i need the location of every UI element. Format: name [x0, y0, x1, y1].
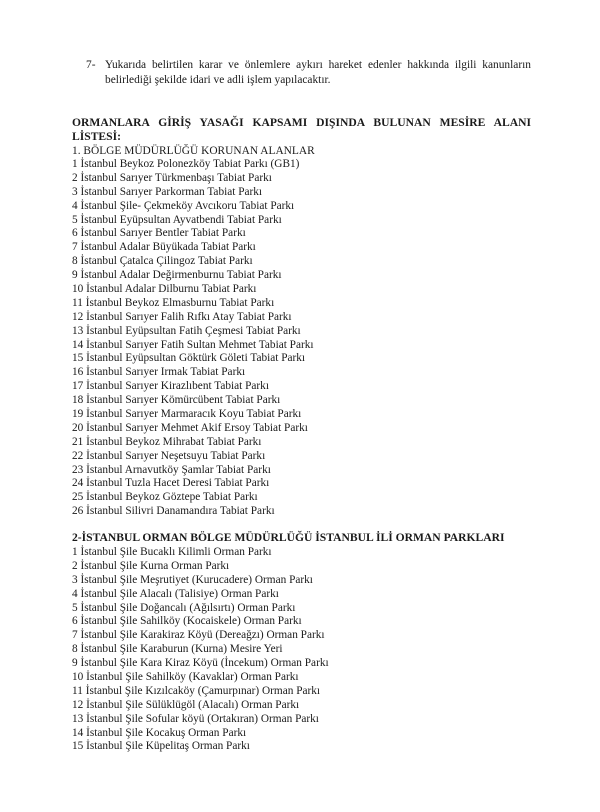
list-item: 6 İstanbul Şile Sahilköy (Kocaiskele) Orman Parkı	[72, 615, 302, 628]
list-item: 9 İstanbul Adalar Değirmenburnu Tabiat Parkı	[72, 269, 282, 282]
list-item: 10 İstanbul Adalar Dilburnu Tabiat Parkı	[72, 283, 257, 296]
list-item: 17 İstanbul Sarıyer Kirazlıbent Tabiat Parkı	[72, 380, 269, 393]
clause-7-number: 7-	[86, 59, 96, 71]
list-item: 3 İstanbul Şile Meşrutiyet (Kurucadere) Orman Parkı	[72, 573, 313, 586]
list-item: 11 İstanbul Şile Kızılcaköy (Çamurpınar) Orman Parkı	[72, 684, 321, 697]
list-item: 19 İstanbul Sarıyer Marmaracık Koyu Tabiat Parkı	[72, 408, 302, 421]
list-item: 25 İstanbul Beykoz Göztepe Tabiat Parkı	[72, 491, 258, 504]
list-item: 9 İstanbul Şile Kara Kiraz Köyü (İncekum) Orman Parkı	[72, 657, 329, 670]
list-item: 6 İstanbul Sarıyer Bentler Tabiat Parkı	[72, 227, 246, 240]
list-item: 24 İstanbul Tuzla Hacet Deresi Tabiat Parkı	[72, 477, 270, 490]
list-item: 2 İstanbul Şile Kurna Orman Parkı	[72, 559, 230, 572]
list-item: 10 İstanbul Şile Sahilköy (Kavaklar) Orman Parkı	[72, 671, 299, 684]
list-item: 12 İstanbul Sarıyer Falih Rıfkı Atay Tabiat Parkı	[72, 310, 292, 323]
list-item: 1 İstanbul Beykoz Polonezköy Tabiat Parkı (GB1)	[72, 158, 300, 170]
list-item: 12 İstanbul Şile Sülüklügöl (Alacalı) Orman Parkı	[72, 698, 300, 711]
list-item: 18 İstanbul Sarıyer Kömürcübent Tabiat Parkı	[72, 394, 281, 407]
section1-subtitle: 1. BÖLGE MÜDÜRLÜĞÜ KORUNAN ALANLAR	[72, 145, 315, 157]
list-item: 3 İstanbul Sarıyer Parkorman Tabiat Parkı	[72, 185, 263, 198]
list-item: 14 İstanbul Şile Kocakuş Orman Parkı	[72, 726, 247, 739]
section1-list	[72, 158, 314, 519]
list-item: 15 İstanbul Eyüpsultan Göktürk Göleti Tabiat Parkı	[72, 352, 306, 365]
list-item: 13 İstanbul Eyüpsultan Fatih Çeşmesi Tabiat Parkı	[72, 324, 301, 337]
list-item: 2 İstanbul Sarıyer Türkmenbaşı Tabiat Parkı	[72, 171, 272, 184]
list-item: 26 İstanbul Silivri Danamandıra Tabiat Parkı	[72, 505, 275, 518]
list-item: 7 İstanbul Adalar Büyükada Tabiat Parkı	[72, 241, 256, 254]
section2-list	[72, 546, 329, 754]
list-item: 20 İstanbul Sarıyer Mehmet Akif Ersoy Tabiat Parkı	[72, 421, 308, 434]
list-item: 15 İstanbul Şile Küpelitaş Orman Parkı	[72, 740, 250, 753]
list-item: 22 İstanbul Sarıyer Neşetsuyu Tabiat Parkı	[72, 449, 266, 462]
section2-title: 2-İSTANBUL ORMAN BÖLGE MÜDÜRLÜĞÜ İSTANBUL İLİ ORMAN PARKLARI	[72, 531, 505, 544]
list-item: 5 İstanbul Eyüpsultan Ayvatbendi Tabiat Parkı	[72, 213, 282, 226]
list-item: 23 İstanbul Arnavutköy Şamlar Tabiat Parkı	[72, 463, 271, 476]
list-item: 14 İstanbul Sarıyer Fatih Sultan Mehmet Tabiat Parkı	[72, 338, 314, 351]
section1-title: ORMANLARA GİRİŞ YASAĞI KAPSAMI DIŞINDA BULUNAN MESİRE ALANI LİSTESİ:	[72, 116, 531, 143]
list-item: 1 İstanbul Şile Bucaklı Kilimli Orman Parkı	[72, 546, 272, 558]
list-item: 21 İstanbul Beykoz Mihrabat Tabiat Parkı	[72, 435, 262, 448]
list-item: 11 İstanbul Beykoz Elmasburnu Tabiat Parkı	[72, 296, 275, 309]
list-item: 5 İstanbul Şile Doğancalı (Ağılsırtı) Orman Parkı	[72, 601, 296, 614]
list-item: 8 İstanbul Çatalca Çilingoz Tabiat Parkı	[72, 255, 253, 268]
list-item: 13 İstanbul Şile Sofular köyü (Ortakıran) Orman Parkı	[72, 712, 319, 725]
list-item: 7 İstanbul Şile Karakiraz Köyü (Dereağzı) Orman Parkı	[72, 629, 325, 642]
list-item: 16 İstanbul Sarıyer Irmak Tabiat Parkı	[72, 366, 246, 379]
list-item: 4 İstanbul Şile- Çekmeköy Avcıkoru Tabiat Parkı	[72, 199, 295, 212]
clause-7	[86, 58, 531, 88]
list-item: 8 İstanbul Şile Karaburun (Kurna) Mesire Yeri	[72, 643, 283, 656]
clause-7-text: Yukarıda belirtilen karar ve önlemlere aykırı hareket edenler hakkında ilgili kanunların belirlediği şekilde idari ve adli işlem yapılacaktır.	[105, 59, 531, 86]
list-item: 4 İstanbul Şile Alacalı (Talisiye) Orman Parkı	[72, 587, 279, 600]
